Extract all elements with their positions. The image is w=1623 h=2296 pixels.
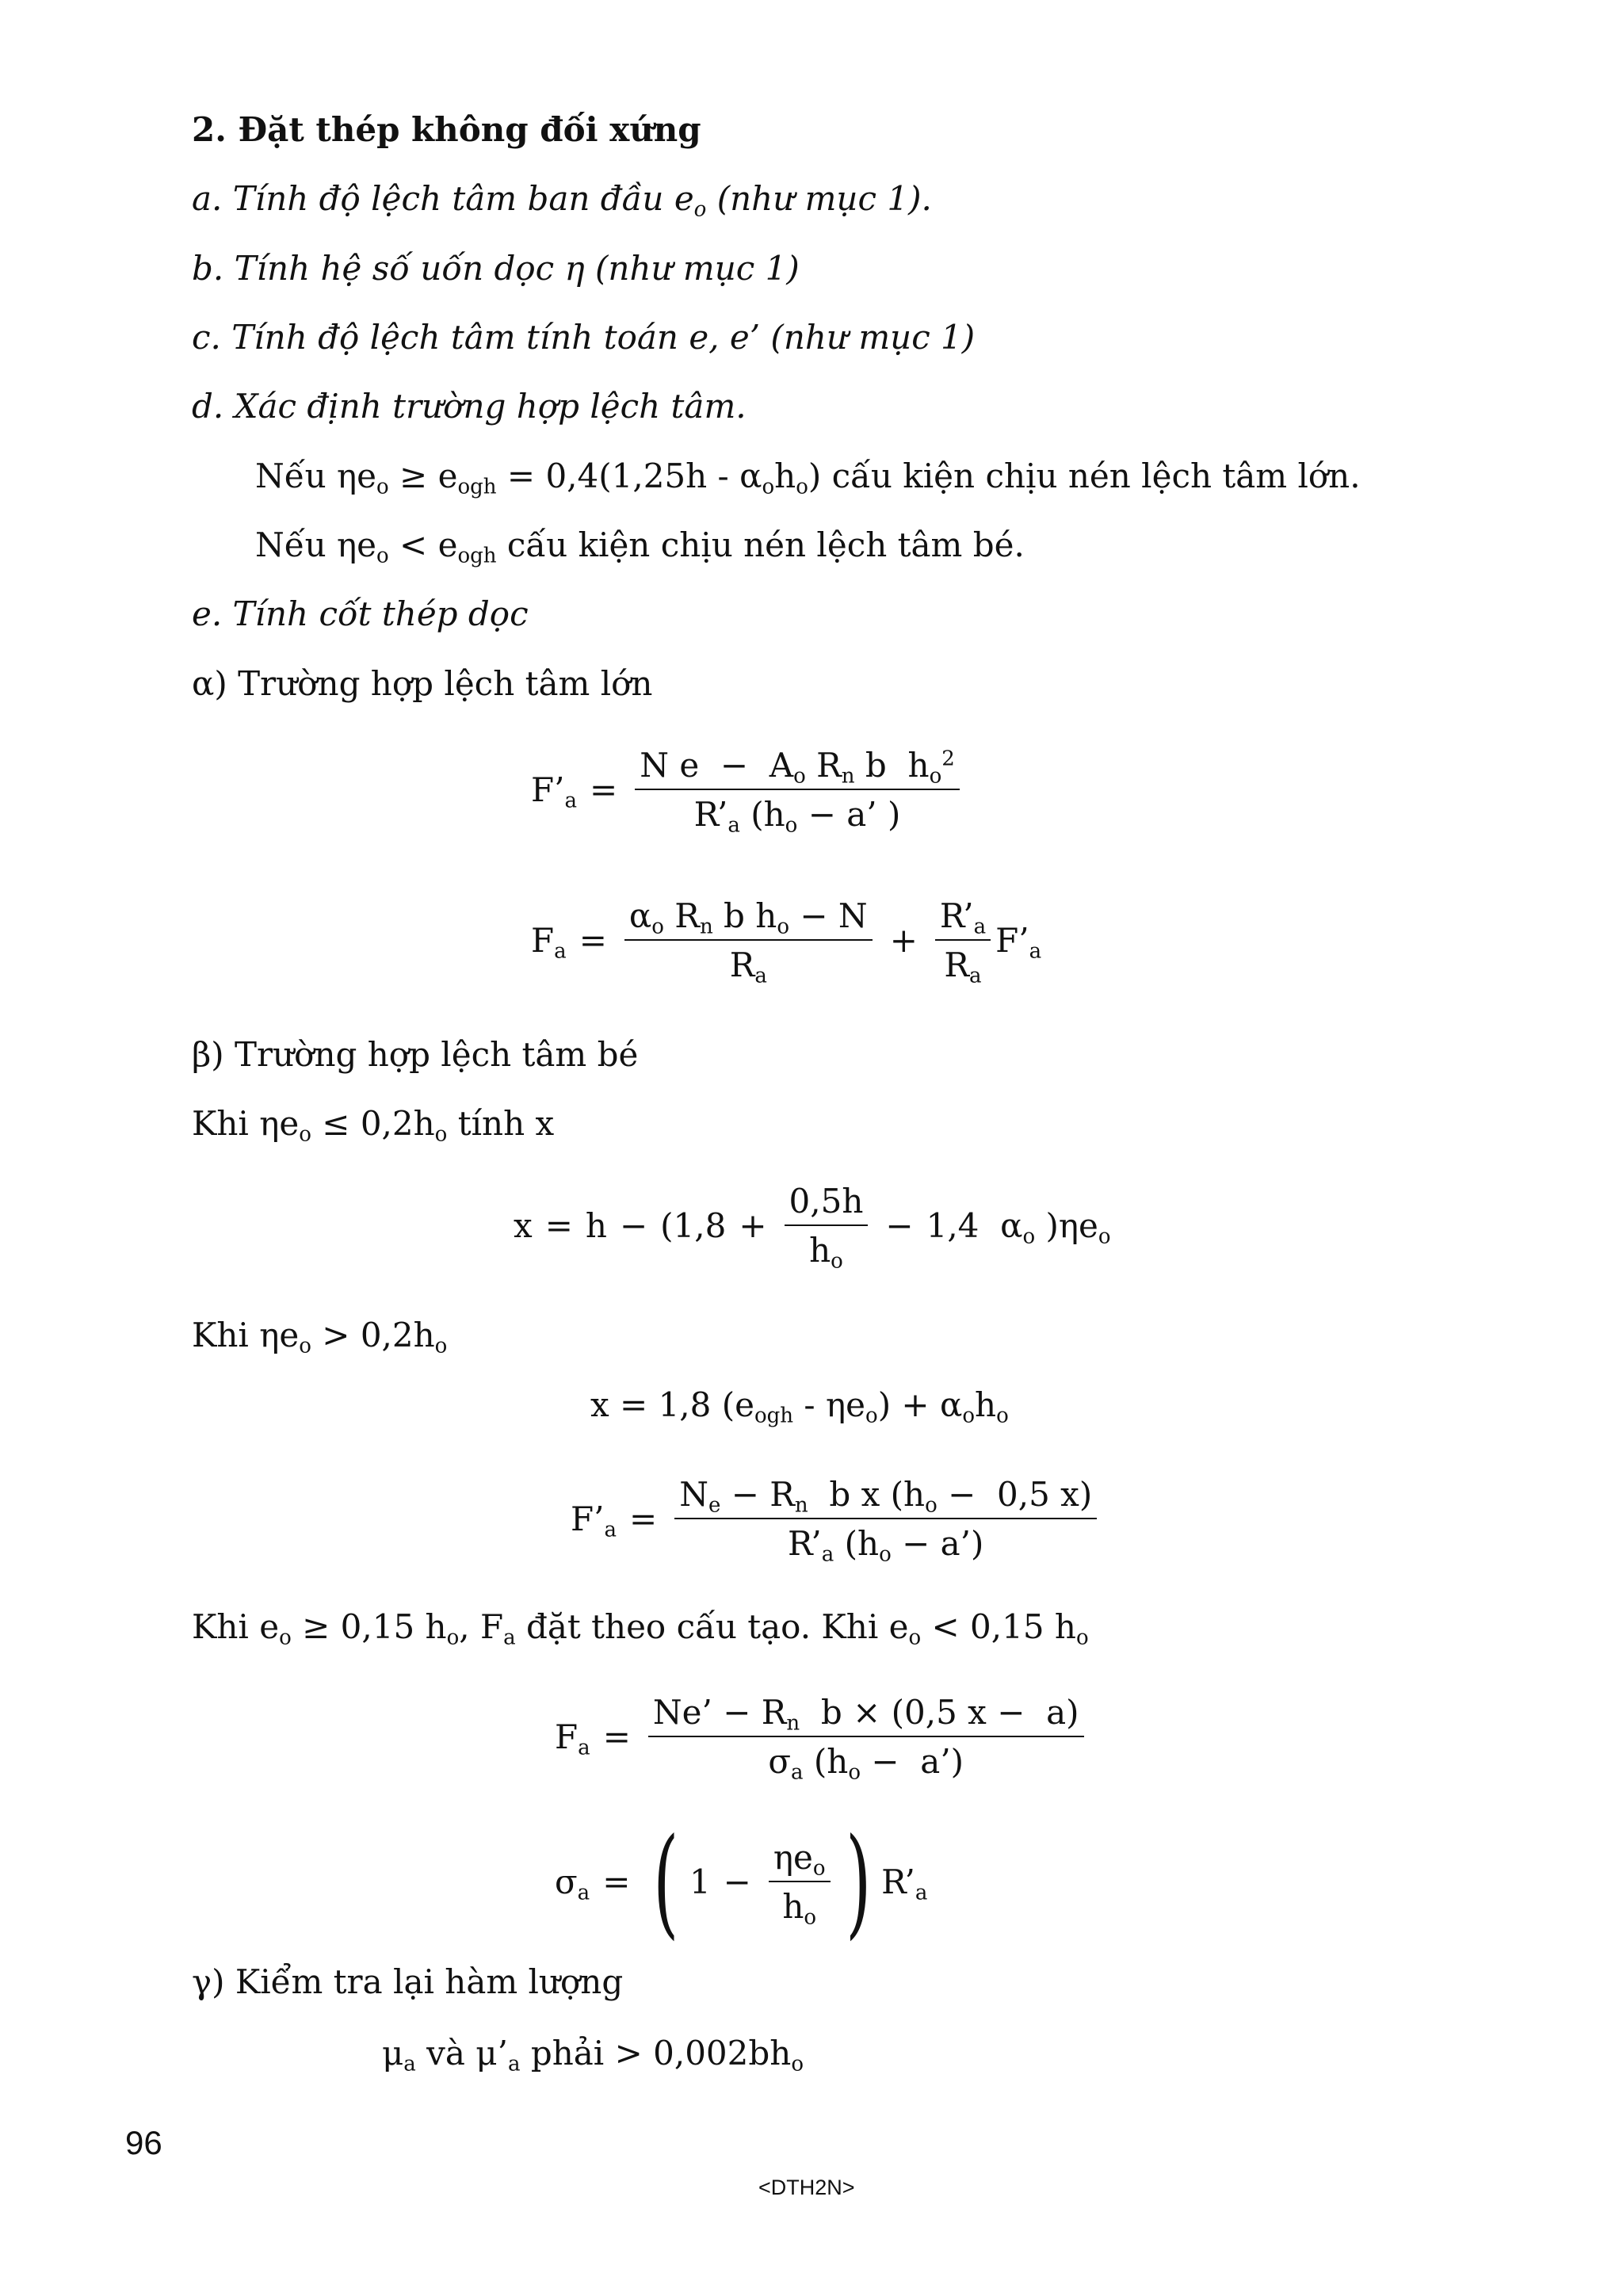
section-heading: 2. Đặt thép không đối xứng: [192, 110, 701, 149]
step-b: b. Tính hệ số uốn dọc η (như mục 1): [192, 249, 800, 288]
case-alpha-heading: α) Trường hợp lệch tâm lớn: [192, 664, 653, 703]
footer-label: <DTH2N>: [758, 2176, 855, 2199]
step-c: c. Tính độ lệch tâm tính toán e, e’ (như mục 1): [192, 318, 976, 357]
step-a: a. Tính độ lệch tâm ban đầu $e_o$ (như mục 1).: [192, 179, 932, 222]
when-large-ratio: Khi $\eta e_o > 0,2h_o$: [192, 1316, 448, 1358]
formula-x-case2: x = 1,8 $(e_{ogh} - \eta e_o) + \alpha_oh_o$: [590, 1385, 1009, 1428]
formula-fa-large: $F_a$ = $\frac{\alpha_o R_n b h_o - N}{R_a}$ + $\frac{R’_a}{R_a}$ $F’_a$: [531, 896, 1042, 988]
formula-fa-prime-small: $F’_a$ = $\frac{N_e - R_n b x (h_o - 0,5 x)}{R’_a (h_o - a’)}$: [571, 1478, 1102, 1561]
page-number: 96: [125, 2124, 162, 2161]
case-beta-heading: β) Trường hợp lệch tâm bé: [192, 1035, 639, 1074]
condition-large-eccentricity: Nếu $\eta e_o \ge e_{ogh} = 0,4(1,25h - \alpha_oh_o)$ cấu kiện chịu nén lệch tâm lớn.: [255, 457, 1361, 499]
when-small-ratio: Khi $\eta e_o \le 0,2h_o$ tính x: [192, 1104, 555, 1147]
when-eo-condition: Khi $e_o \ge 0,15$ $h_o$, $F_a$ đặt theo cấu tạo. Khi $e_o < 0,15$ $h_o$: [192, 1607, 1089, 1650]
case-gamma-heading: γ) Kiểm tra lại hàm lượng: [192, 1962, 624, 2001]
formula-fa-small: $F_a$ = $\frac{Ne’ - R_n b \times (0,5 x - a)}{\sigma_a (h_o - a’)}$: [555, 1696, 1089, 1778]
formula-x-case1: x = h − (1,8 + $\frac{0,5h}{h_o}$ − 1,4 $\alpha_o$ )$\eta e_o$: [514, 1182, 1111, 1274]
condition-small-eccentricity: Nếu $\eta e_o < e_{ogh}$ cấu kiện chịu nén lệch tâm bé.: [255, 525, 1025, 568]
formula-sigma-a: $\sigma_a$ = ( 1 − $\frac{\eta e_o}{h_o}$ ) $R’_a$: [555, 1813, 928, 1951]
formula-fa-prime-large: $F’_a$ = $\frac{N e - A_o R_n b h_o^2}{R’_a (h_o - a’ )}$: [531, 749, 964, 831]
step-e: e. Tính cốt thép dọc: [192, 594, 529, 633]
step-d: d. Xác định trường hợp lệch tâm.: [192, 387, 747, 426]
reinforcement-ratio-check: $\mu_a$ và $\mu’_a$ phải > $0,002bh_o$: [382, 2034, 804, 2076]
